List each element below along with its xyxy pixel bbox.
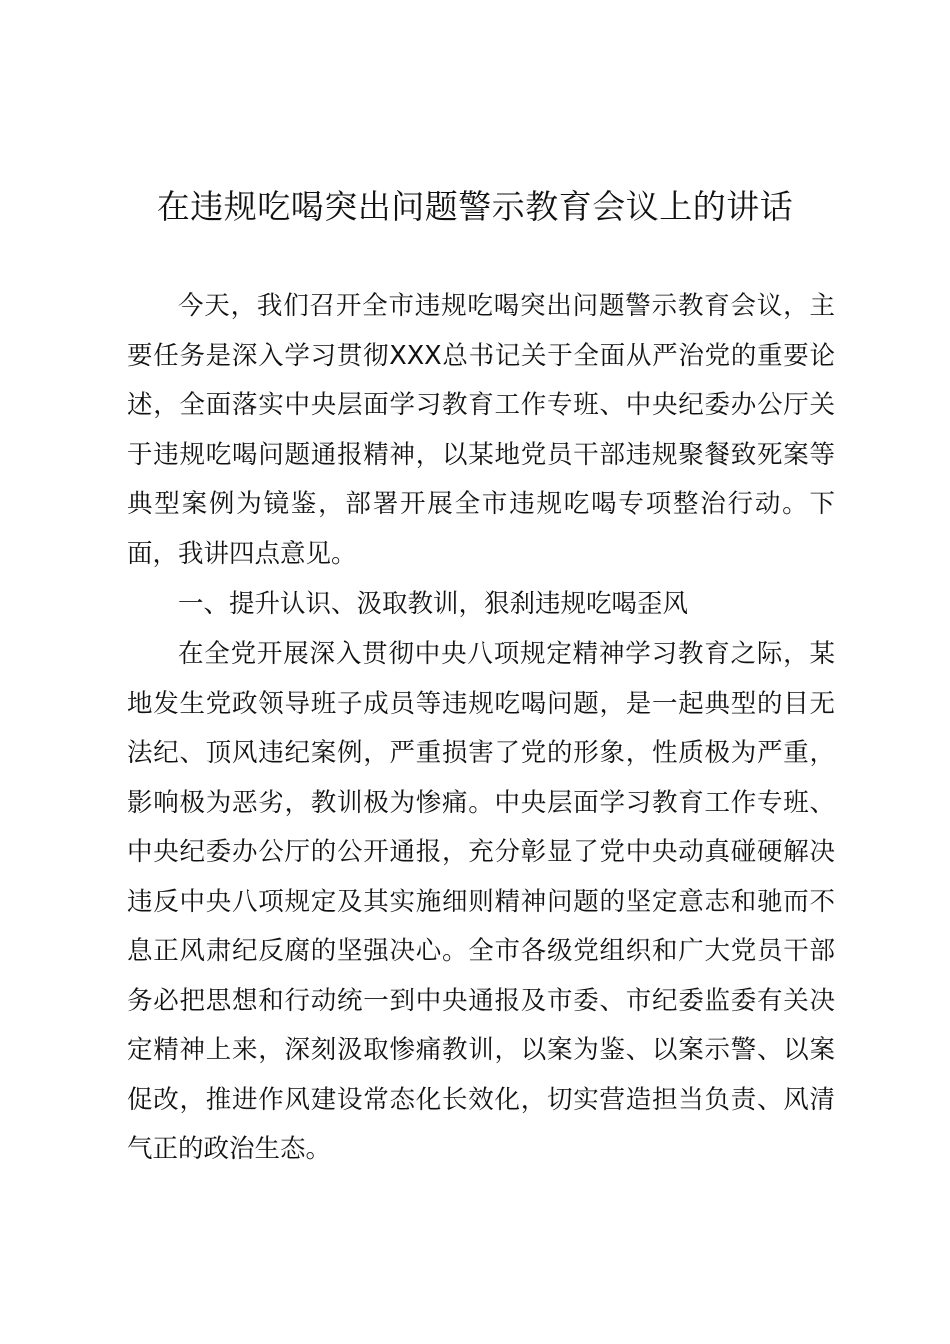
document-title: 在违规吃喝突出问题警示教育会议上的讲话 — [156, 187, 794, 226]
section-1-heading: 一、提升认识、汲取教训，狠刹违规吃喝歪风 — [178, 589, 689, 619]
opening-paragraph: 今天，我们召开全市违规吃喝突出问题警示教育会议，主要任务是深入学习贯彻XXX总书记关于全面从严治党的重要论述，全面落实中央层面学习教育工作专班、中央纪委办公厅关于违规吃喝问题通报精神，以某地党员干部违规聚餐致死案等典型案例为镜鉴，部署开展全市违规吃喝专项整治行动。下面，我讲四点意见。 — [127, 291, 835, 569]
section-1-paragraph: 在全党开展深入贯彻中央八项规定精神学习教育之际，某地发生党政领导班子成员等违规吃喝问题，是一起典型的目无法纪、顶风违纪案例，严重损害了党的形象，性质极为严重，影响极为恶劣，教训极为惨痛。中央层面学习教育工作专班、中央纪委办公厅的公开通报，充分彰显了党中央动真碰硬解决违反中央八项规定及其实施细则精神问题的坚定意志和驰而不息正风肃纪反腐的坚强决心。全市各级党组织和广大党员干部务必把思想和行动统一到中央通报及市委、市纪委监委有关决定精神上来，深刻汲取惨痛教训，以案为鉴、以案示警、以案促改，推进作风建设常态化长效化，切实营造担当负责、风清气正的政治生态。 — [127, 639, 835, 1164]
